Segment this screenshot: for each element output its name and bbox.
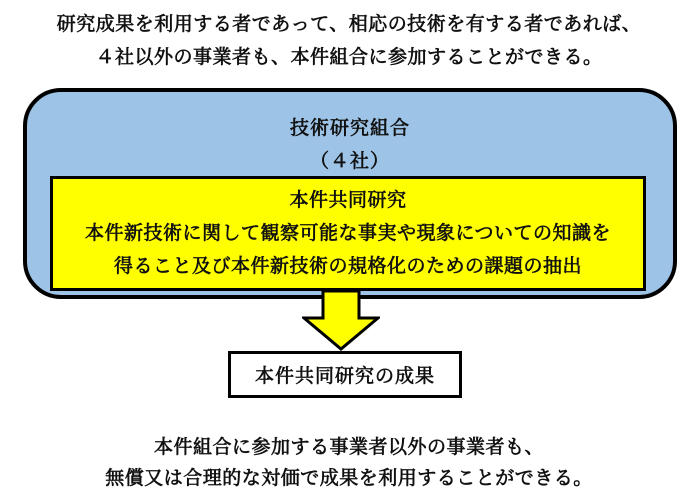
association-title: 技術研究組合 [289,118,410,139]
outro-text [0,432,698,494]
down-arrow-shape [304,291,378,349]
intro-text [0,8,698,74]
result-box-label: 本件共同研究の成果 [254,366,435,387]
joint-research-title: 本件共同研究 [289,190,407,211]
outro-line-2: 無償又は合理的な対価で成果を利用することができる。 [105,468,593,489]
intro-line-2: ４社以外の事業者も、本件組合に参加することができる。 [95,47,603,68]
outro-line-1: 本件組合に参加する事業者以外の事業者も、 [153,437,544,458]
joint-research-box [50,176,646,291]
joint-research-line-1: 本件新技術に関して観察可能な事実や現象についての知識を [84,223,612,244]
association-title-block [27,112,673,178]
intro-line-1: 研究成果を利用する者であって、相応の技術を有する者であれば、 [56,14,642,35]
result-box [228,351,462,398]
down-arrow-icon [302,291,380,351]
association-subtitle: （４社） [309,151,390,172]
joint-research-line-2: 得ること及び本件新技術の規格化のための課題の抽出 [113,256,582,277]
